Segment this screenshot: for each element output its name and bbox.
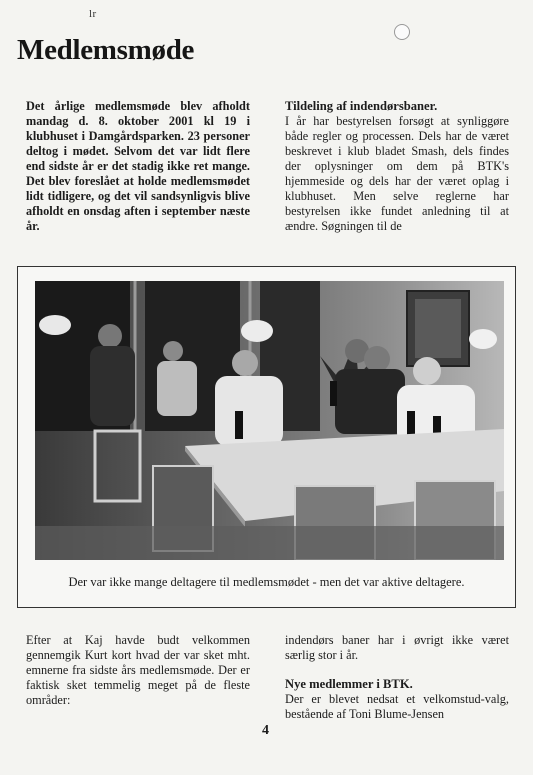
new-members-heading: Nye medlemmer i BTK. bbox=[285, 677, 413, 691]
indoor-courts-continued-text: indendørs baner har i øvrigt ikke været særlig stor i år. bbox=[285, 633, 509, 662]
photo-frame bbox=[17, 266, 516, 608]
indoor-courts-text: I år har bestyrelsen forsøgt at synliggøre både regler og processen. Dels har de været beskrevet i klub bladet Smash, dels findes der oplysninger om dem på BTK's hjemmeside og dels har der været oplag i klubhuset. Men selve reglerne har bestyrelsen ikke fundet anledning til at ændre. Søgningen til de bbox=[285, 114, 509, 233]
welcome-paragraph bbox=[26, 633, 250, 708]
welcome-text: Efter at Kaj havde budt velkommen gennemgik Kurt kort hvad der var sket mht. emnerne fra sidste års medlemsmøde. Der er faktisk sket temmelig meget på de fleste områder: bbox=[26, 633, 250, 707]
page-number: 4 bbox=[262, 723, 269, 738]
meeting-photo bbox=[35, 281, 504, 560]
punch-hole-decoration bbox=[394, 24, 410, 40]
new-members-text: Der er blevet nedsat et velkomstud-valg, bestående af Toni Blume-Jensen bbox=[285, 692, 509, 721]
new-members-section bbox=[285, 633, 509, 722]
header-mark: lr bbox=[89, 8, 97, 20]
indoor-courts-section bbox=[285, 99, 509, 234]
photo-caption: Der var ikke mange deltagere til medlemsmødet - men det var aktive deltagere. bbox=[68, 575, 465, 589]
indoor-courts-heading: Tildeling af indendørsbaner. bbox=[285, 99, 438, 113]
intro-paragraph bbox=[26, 99, 250, 234]
intro-text: Det årlige medlemsmøde blev afholdt mandag d. 8. oktober 2001 kl 19 i klubhuset i Damgårdsparken. 23 personer deltog i mødet. Selvom det var lidt flere end sidste år er det stadig ikke ret mange. Det blev foreslået at holde medlemsmødet lidt tidligere, og det vil sandsynligvis blive afholdt en onsdag aften i september næste år. bbox=[26, 99, 250, 233]
page-title: Medlemsmøde bbox=[17, 34, 195, 66]
